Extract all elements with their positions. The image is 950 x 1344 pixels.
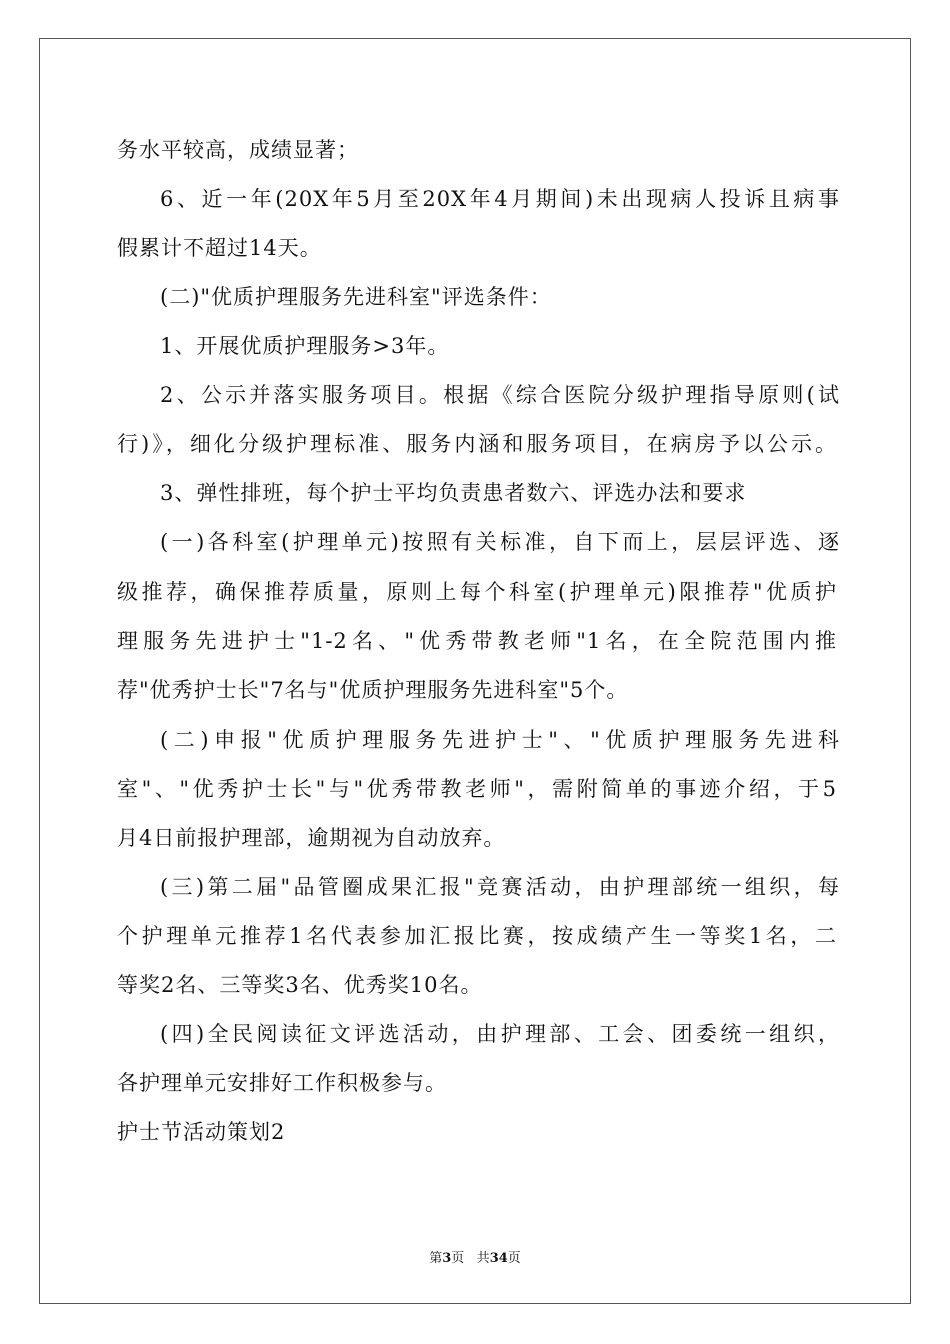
text-line: 务水平较高，成绩显著；	[117, 138, 359, 162]
text-line: 室"、"优秀护士长"与"优秀带教老师"，需附简单的事迹介绍，于5	[117, 777, 837, 801]
current-page-number: 3	[442, 1251, 452, 1266]
text-line: 6、近一年(20X年5月至20X年4月期间)未出现病人投诉且病事	[160, 187, 840, 211]
total-page-count: 34	[489, 1251, 508, 1266]
section-heading: 护士节活动策划2	[117, 1120, 286, 1144]
text-line: 2、公示并落实服务项目。根据《综合医院分级护理指导原则(试	[160, 383, 840, 407]
text-line: 等奖2名、三等奖3名、优秀奖10名。	[117, 973, 483, 997]
text-line: 级推荐，确保推荐质量，原则上每个科室(护理单元)限推荐"优质护	[117, 580, 837, 604]
text-line: 1、开展优质护理服务>3年。	[160, 334, 450, 358]
text-line: 荐"优秀护士长"7名与"优质护理服务先进科室"5个。	[117, 678, 629, 702]
text-line: 个护理单元推荐1名代表参加汇报比赛，按成绩产生一等奖1名，二	[117, 924, 837, 948]
text-line: (二)申报"优质护理服务先进护士"、"优质护理服务先进科	[160, 728, 840, 752]
footer-total-prefix: 共	[476, 1251, 490, 1266]
footer-prefix: 第	[429, 1251, 443, 1266]
text-line: 理服务先进护士"1-2名、"优秀带教老师"1名，在全院范围内推	[117, 629, 837, 653]
text-line: (四)全民阅读征文评选活动，由护理部、工会、团委统一组织，	[160, 1022, 840, 1046]
page-footer	[0, 1247, 950, 1266]
text-line: (一)各科室(护理单元)按照有关标准，自下而上，层层评选、逐	[160, 530, 840, 554]
footer-total-unit: 页	[507, 1251, 521, 1266]
text-line: 假累计不超过14天。	[117, 236, 322, 260]
text-line: 各护理单元安排好工作积极参与。	[117, 1071, 447, 1095]
text-line: (三)第二届"品管圈成果汇报"竞赛活动，由护理部统一组织，每	[160, 875, 840, 899]
text-line: 行)》，细化分级护理标准、服务内涵和服务项目，在病房予以公示。	[117, 432, 837, 456]
text-line: (二)"优质护理服务先进科室"评选条件：	[160, 285, 552, 309]
page-border	[39, 38, 911, 1304]
text-line: 月4日前报护理部，逾期视为自动放弃。	[117, 826, 506, 850]
text-line: 3、弹性排班，每个护士平均负责患者数六、评选办法和要求	[160, 481, 747, 505]
footer-page-unit: 页	[451, 1251, 465, 1266]
